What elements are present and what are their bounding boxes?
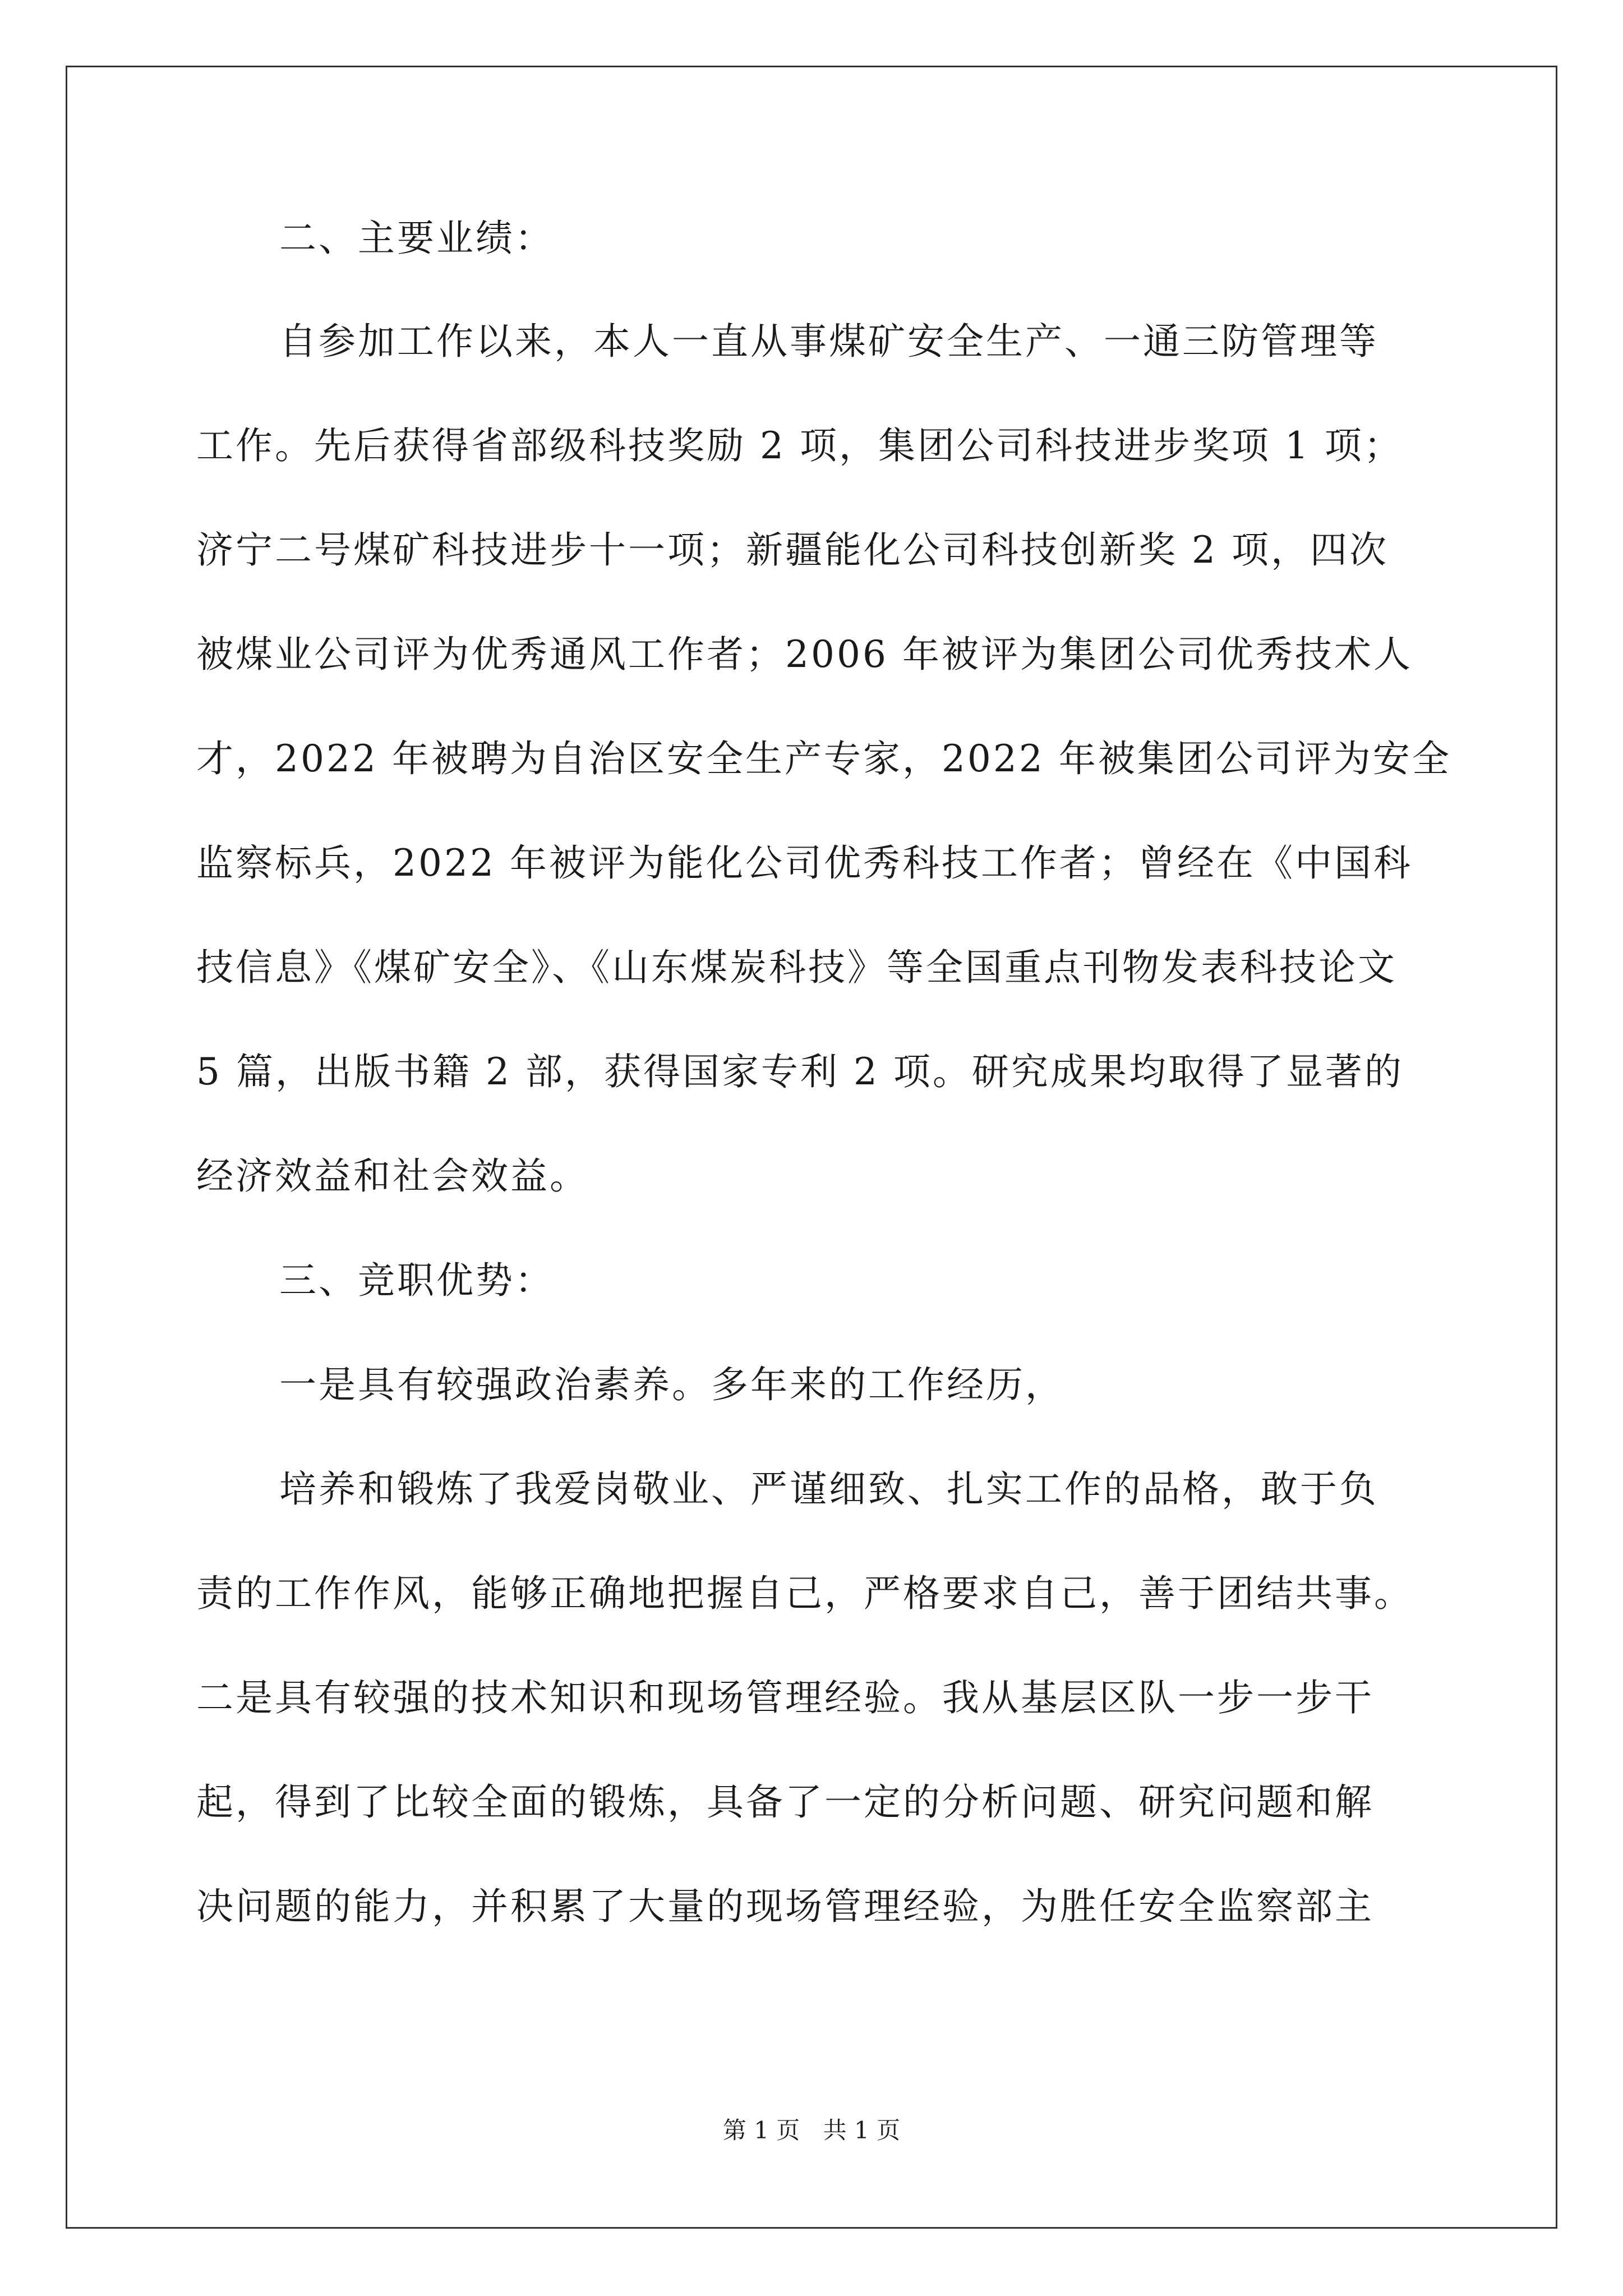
paragraph-line: 济宁二号煤矿科技进步十一项；新疆能化公司科技创新奖 2 项，四次 bbox=[196, 528, 1389, 572]
paragraph-line: 经济效益和社会效益。 bbox=[196, 1154, 589, 1198]
section-heading-achievements: 二、主要业绩： bbox=[279, 217, 554, 260]
paragraph-line: 监察标兵，2022 年被评为能化公司优秀科技工作者；曾经在《中国科 bbox=[196, 841, 1413, 885]
page-footer bbox=[0, 2114, 1623, 2147]
paragraph-line: 决问题的能力，并积累了大量的现场管理经验，为胜任安全监察部主 bbox=[196, 1885, 1374, 1928]
paragraph-line: 被煤业公司评为优秀通风工作者；2006 年被评为集团公司优秀技术人 bbox=[196, 633, 1413, 676]
page-number: 第 1 页 bbox=[722, 2116, 800, 2144]
paragraph-line: 自参加工作以来，本人一直从事煤矿安全生产、一通三防管理等 bbox=[279, 320, 1378, 363]
paragraph-line: 责的工作作风，能够正确地把握自己，严格要求自己，善于团结共事。 bbox=[196, 1572, 1413, 1615]
paragraph-line: 5 篇，出版书籍 2 部，获得国家专利 2 项。研究成果均取得了显著的 bbox=[196, 1050, 1404, 1093]
paragraph-line: 才，2022 年被聘为自治区安全生产专家，2022 年被集团公司评为安全 bbox=[196, 737, 1451, 780]
paragraph-line: 二是具有较强的技术知识和现场管理经验。我从基层区队一步一步干 bbox=[196, 1676, 1374, 1719]
paragraph-line: 工作。先后获得省部级科技奖励 2 项，集团公司科技进步奖项 1 项； bbox=[196, 424, 1403, 467]
section-heading-advantages: 三、竞职优势： bbox=[279, 1259, 554, 1302]
paragraph-line: 技信息》《煤矿安全》、《山东煤炭科技》等全国重点刊物发表科技论文 bbox=[196, 946, 1397, 989]
paragraph-line: 培养和锻炼了我爱岗敬业、严谨细致、扎实工作的品格，敢于负 bbox=[279, 1467, 1378, 1511]
paragraph-line: 起，得到了比较全面的锻炼，具备了一定的分析问题、研究问题和解 bbox=[196, 1780, 1374, 1824]
page-total: 共 1 页 bbox=[823, 2116, 901, 2144]
paragraph-line: 一是具有较强政治素养。多年来的工作经历， bbox=[279, 1363, 1064, 1406]
